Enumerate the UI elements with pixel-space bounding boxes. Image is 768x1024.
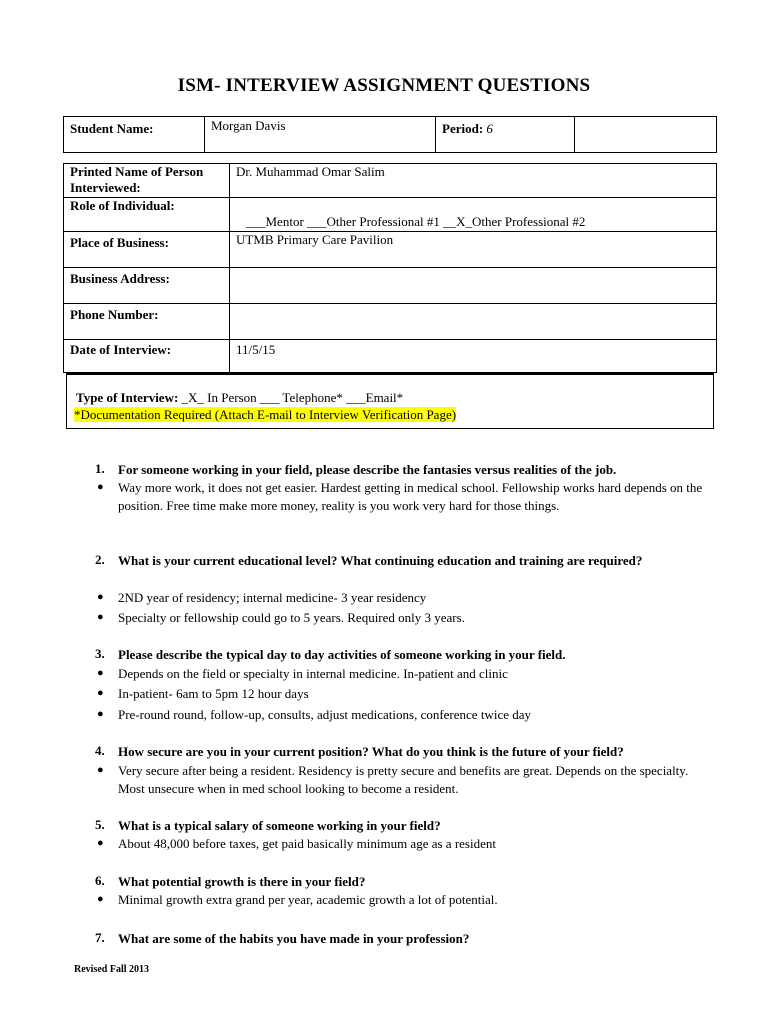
period-value[interactable]: 6 <box>486 121 493 136</box>
page-title: ISM- INTERVIEW ASSIGNMENT QUESTIONS <box>177 75 591 96</box>
bullet-icon: ● <box>97 481 104 493</box>
question-number: 3. <box>95 646 105 661</box>
row-address <box>64 268 717 304</box>
bullet-icon: ● <box>97 837 104 849</box>
printed-name-label-line1: Printed Name of Person <box>70 164 204 179</box>
period-label: Period: <box>442 121 484 136</box>
bullet-icon: ● <box>97 687 104 699</box>
answer-text: In-patient- 6am to 5pm 12 hour days <box>118 686 309 701</box>
question-text: What potential growth is there in your field? <box>118 874 366 889</box>
bullet-icon: ● <box>97 667 104 679</box>
answer-text: Specialty or fellowship could go to 5 years. Required only 3 years. <box>118 610 465 625</box>
question-number: 7. <box>95 930 105 945</box>
date-label: Date of Interview: <box>64 340 230 373</box>
question-number: 2. <box>95 552 105 567</box>
answer-text: Minimal growth extra grand per year, academic growth a lot of potential. <box>118 892 498 907</box>
student-name-value[interactable]: Morgan Davis <box>205 117 436 153</box>
student-name-label: Student Name: <box>64 117 205 153</box>
question-text: How secure are you in your current position? What do you think is the future of your field? <box>118 744 624 759</box>
interview-type-box <box>66 373 714 429</box>
interview-info-table <box>63 163 717 373</box>
question-text: What is a typical salary of someone working in your field? <box>118 818 441 833</box>
answer-text: About 48,000 before taxes, get paid basically minimum age as a resident <box>118 836 496 851</box>
phone-value[interactable] <box>230 304 717 340</box>
question-text: Please describe the typical day to day activities of someone working in your field. <box>118 647 566 662</box>
answer-text: Way more work, it does not get easier. Hardest getting in medical school. Fellowship works hard depends on the position. Free time make more money, reality is you work very hard for those things. <box>118 480 703 513</box>
question-number: 1. <box>95 461 105 476</box>
answer-text: Depends on the field or specialty in internal medicine. In-patient and clinic <box>118 666 508 681</box>
row-place <box>64 232 717 268</box>
question-number: 4. <box>95 743 105 758</box>
documentation-note-text: *Documentation Required (Attach E-mail to Interview Verification Page) <box>74 407 457 422</box>
place-label: Place of Business: <box>64 232 230 268</box>
role-value[interactable]: ___Mentor ___Other Professional #1 __X_Other Professional #2 <box>230 198 717 232</box>
footer-revision: Revised Fall 2013 <box>74 964 149 975</box>
bullet-icon: ● <box>97 591 104 603</box>
bullet-icon: ● <box>97 764 104 776</box>
address-label: Business Address: <box>64 268 230 304</box>
answer-text: 2ND year of residency; internal medicine- 3 year residency <box>118 590 427 605</box>
place-value[interactable]: UTMB Primary Care Pavilion <box>230 232 717 268</box>
bullet-icon: ● <box>97 708 104 720</box>
printed-name-label-line2: Interviewed: <box>70 180 141 195</box>
period-extra-cell <box>575 117 717 153</box>
question-number: 6. <box>95 873 105 888</box>
row-role <box>64 198 717 232</box>
row-phone <box>64 304 717 340</box>
question-text: What are some of the habits you have made in your profession? <box>118 931 470 946</box>
bullet-icon: ● <box>97 893 104 905</box>
documentation-note <box>74 407 456 423</box>
phone-label: Phone Number: <box>64 304 230 340</box>
interview-type-line <box>76 390 403 406</box>
row-date <box>64 340 717 373</box>
question-number: 5. <box>95 817 105 832</box>
interview-type-options[interactable]: _X_ In Person ___ Telephone* ___Email* <box>181 390 404 405</box>
answer-text: Pre-round round, follow-up, consults, adjust medications, conference twice day <box>118 707 531 722</box>
student-table <box>63 116 717 153</box>
question-text: For someone working in your field, please describe the fantasies versus realities of the job. <box>118 462 617 477</box>
bullet-icon: ● <box>97 611 104 623</box>
date-value[interactable]: 11/5/15 <box>230 340 717 373</box>
period-cell <box>436 117 575 153</box>
interview-type-label: Type of Interview: <box>76 390 179 405</box>
printed-name-label <box>64 164 230 198</box>
row-printed-name <box>64 164 717 198</box>
question-text: What is your current educational level? What continuing education and training are required? <box>118 553 643 568</box>
address-value[interactable] <box>230 268 717 304</box>
printed-name-value[interactable]: Dr. Muhammad Omar Salim <box>230 164 717 198</box>
answer-text: Very secure after being a resident. Residency is pretty secure and benefits are great. Depends on the specialty. Most unsecure when in med school looking to become a resident. <box>118 763 689 796</box>
role-label: Role of Individual: <box>64 198 230 232</box>
